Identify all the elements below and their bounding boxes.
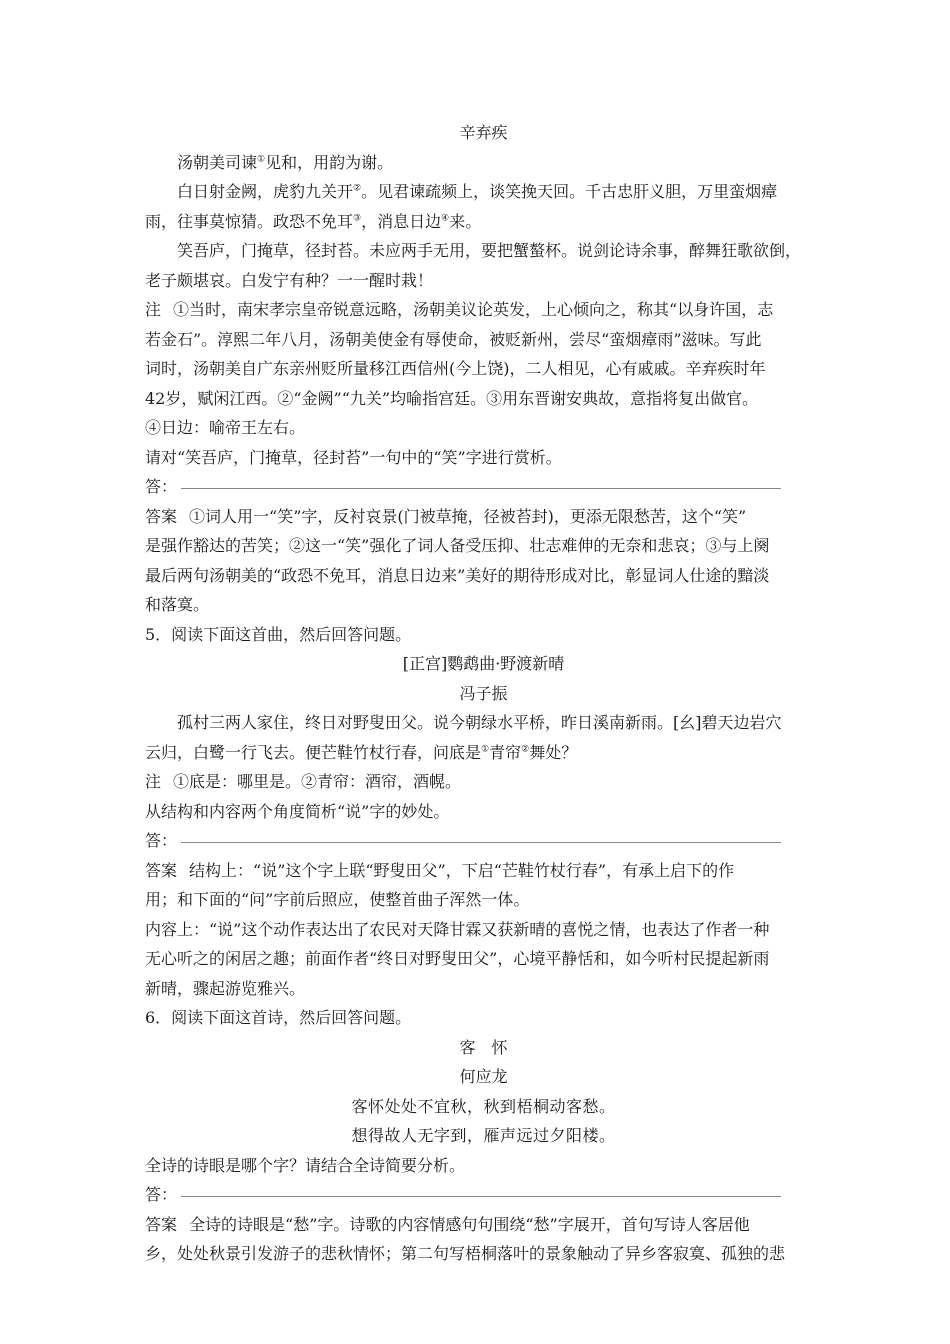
answer-key-label: 答案 xyxy=(145,860,178,880)
answer-line xyxy=(145,472,822,502)
answer-label: 答： xyxy=(145,1185,178,1204)
answer-line xyxy=(145,826,822,856)
answer-key-line: 无心听之的闲居之趣；前面作者“终日对野叟田父”，心境平静恬和，如今听村民提起新雨 xyxy=(145,949,770,968)
poem-author: 何应龙 xyxy=(459,1067,508,1086)
answer-key-line: 答案 结构上：“说”这个字上联“野叟田父”，下启“芒鞋竹杖行春”，有承上启下的作 xyxy=(145,860,735,880)
question: 全诗的诗眼是哪个字？请结合全诗简要分析。 xyxy=(145,1155,466,1175)
answer-blank[interactable] xyxy=(181,841,781,843)
note-line: 注 ①当时，南宋孝宗皇帝锐意远略，汤朝美议论英发，上心倾向之，称其“以身许国，志 xyxy=(145,300,774,319)
note-line: 注 ①底是：哪里是。②青帘：酒帘，酒幌。 xyxy=(145,772,462,791)
question: 请对“笑吾庐，门掩草，径封苔”一句中的“笑”字进行赏析。 xyxy=(145,447,562,467)
answer-blank[interactable] xyxy=(181,487,781,489)
poem-body-line: 孤村三两人家住，终日对野叟田父。说今朝绿水平桥，昨日溪南新雨。[幺]碧天边岩穴 xyxy=(177,713,782,732)
question-intro: 6．阅读下面这首诗，然后回答问题。 xyxy=(145,1008,412,1027)
poem-title: 客 怀 xyxy=(459,1037,508,1057)
answer-label: 答： xyxy=(145,831,178,850)
answer-line xyxy=(145,1180,822,1210)
note-line: 42岁，赋闲江西。②“金阙”“九关”均喻指宫廷。③用东晋谢安典故，意指将复出做官。 xyxy=(145,388,759,408)
answer-key-line: 答案 全诗的诗眼是“愁”字。诗歌的内容情感句句围绕“愁”字展开，首句写诗人客居他 xyxy=(145,1214,750,1234)
poem-body-line: 笑吾庐，门掩草，径封苔。未应两手无用，要把蟹螯杯。说剑论诗余事，醉舞狂歌欲倒， xyxy=(177,241,802,260)
answer-key-line: 答案 ①词人用一“笑”字，反衬哀景(门被草掩，径被苔封)，更添无限愁苦，这个“笑” xyxy=(145,506,747,526)
answer-key-line: 内容上：“说”这个动作表达出了农民对天降甘霖又获新晴的喜悦之情，也表达了作者一种 xyxy=(145,919,770,939)
answer-key-line: 最后两句汤朝美的“政恐不免耳，消息日边来”美好的期待形成对比，彰显词人仕途的黯淡 xyxy=(145,565,770,585)
poem-body-line: 云归，白鹭一行飞去。便芒鞋竹杖行春，问底是①青帘②舞处？ xyxy=(145,742,578,762)
answer-key-label: 答案 xyxy=(145,1214,178,1234)
answer-blank[interactable] xyxy=(181,1195,781,1197)
answer-key-line: 和落寞。 xyxy=(145,595,210,614)
note-label: 注 xyxy=(145,772,162,791)
poem-body-line: 雨，往事莫惊猜。政恐不免耳③，消息日边④来。 xyxy=(145,211,482,231)
note-label: 注 xyxy=(145,300,162,319)
poem-line: 想得故人无字到，雁声远过夕阳楼。 xyxy=(351,1126,616,1145)
poem-author: 冯子振 xyxy=(459,683,508,703)
poem-preface: 汤朝美司谏①见和，用韵为谢。 xyxy=(177,152,394,172)
answer-key-line: 新晴，骤起游览雅兴。 xyxy=(145,978,306,998)
answer-label: 答： xyxy=(145,477,178,496)
note-line: 若金石”。淳熙二年八月，汤朝美使金有辱使命，被贬新州，尝尽“蛮烟瘴雨”滋味。写此 xyxy=(145,329,762,349)
note-line: 词时，汤朝美自广东亲州贬所量移江西信州(今上饶)，二人相见，心有戚戚。辛弃疾时年 xyxy=(145,359,766,378)
answer-key-line: 是强作豁达的苦笑；②这一“笑”强化了词人备受压抑、壮志难伸的无奈和悲哀；③与上阕 xyxy=(145,536,770,555)
poem-title: [正宫]鹦鹉曲·野渡新晴 xyxy=(402,654,565,673)
poem-body-line: 老子颇堪哀。白发宁有种？一一醒时栽！ xyxy=(145,270,434,290)
poem-body-line: 白日射金阙，虎豹九关开②。见君谏疏频上，谈笑挽天回。千古忠肝义胆，万里蛮烟瘴 xyxy=(177,182,778,201)
note-line: ④日边：喻帝王左右。 xyxy=(145,418,306,437)
question-intro: 5．阅读下面这首曲，然后回答问题。 xyxy=(145,624,412,644)
answer-key-label: 答案 xyxy=(145,506,178,526)
poem-line: 客怀处处不宜秋，秋到梧桐动客愁。 xyxy=(351,1096,616,1116)
answer-key-line: 乡，处处秋景引发游子的悲秋情怀；第二句写梧桐落叶的景象触动了异乡客寂寞、孤独的悲 xyxy=(145,1244,786,1263)
poem-author: 辛弃疾 xyxy=(459,123,508,142)
question: 从结构和内容两个角度简析“说”字的妙处。 xyxy=(145,801,450,821)
answer-key-line: 用；和下面的“问”字前后照应，使整首曲子浑然一体。 xyxy=(145,890,530,909)
